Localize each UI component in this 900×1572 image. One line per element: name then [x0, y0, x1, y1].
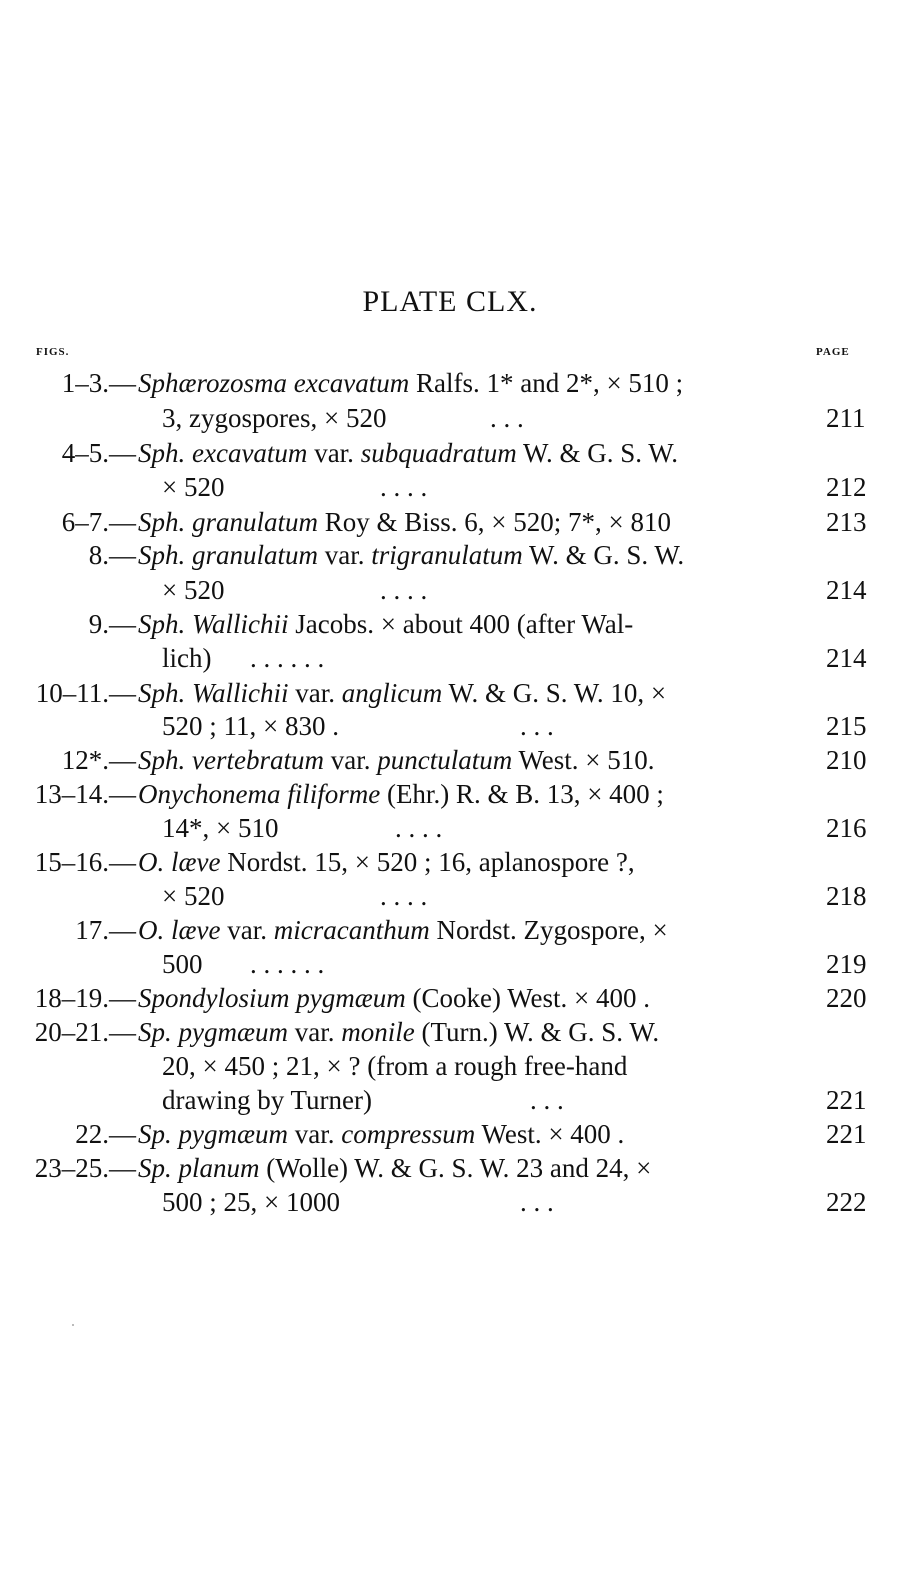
dot-leader: . . . . . .: [250, 949, 325, 979]
page-number: 219: [826, 949, 867, 979]
variety-name: trigranulatum: [371, 540, 523, 570]
species-name: Sph. granulatum: [138, 507, 319, 537]
variety-name: anglicum: [341, 678, 443, 708]
page-number: 221: [826, 1119, 867, 1149]
figure-number: 8.—: [88, 540, 136, 570]
entry-text: var.: [307, 438, 361, 468]
entry-text: var.: [288, 1119, 342, 1149]
species-name: Sp. pygmæum: [138, 1119, 288, 1149]
figure-number: 15–16.—: [34, 847, 136, 877]
species-name: Spondylosium pygmæum: [138, 983, 406, 1013]
entry-continuation: 520 ; 11, × 830 .: [162, 711, 339, 741]
entry-text: (Cooke) West. × 400 .: [405, 983, 651, 1013]
entry-text: Nordst. Zygospore, ×: [429, 915, 668, 945]
entry-text: Jacobs. × about 400 (after Wal-: [288, 609, 634, 639]
entry-continuation: 20, × 450 ; 21, × ? (from a rough free-hand: [162, 1051, 628, 1081]
species-name: Sph. vertebratum: [138, 745, 324, 775]
figure-number: 17.—: [75, 915, 136, 945]
entry-text: W. & G. S. W. 10, ×: [442, 678, 667, 708]
page-number: 220: [826, 983, 867, 1013]
dot-leader: . . .: [520, 711, 554, 741]
dot-leader: . . . .: [380, 575, 428, 605]
species-name: Onychonema filiforme: [138, 779, 381, 809]
entry-text: West. × 400 .: [475, 1119, 625, 1149]
entry-continuation: × 520: [162, 881, 225, 911]
variety-name: subquadratum: [360, 438, 517, 468]
figs-column-header: FIGS.: [36, 346, 70, 358]
entry-continuation: × 520: [162, 575, 225, 605]
page-number: 214: [826, 575, 867, 605]
entry-continuation: × 520: [162, 472, 225, 502]
figure-number: 4–5.—: [61, 438, 136, 468]
entry-text: (Ehr.) R. & B. 13, × 400 ;: [380, 779, 664, 809]
page-number: 210: [826, 745, 867, 775]
entry-continuation: 500: [162, 949, 203, 979]
dot-leader: . . . .: [395, 813, 443, 843]
species-name: Sph. Wallichii: [138, 609, 289, 639]
figure-number: 9.—: [88, 609, 136, 639]
species-name: Sph. Wallichii: [138, 678, 289, 708]
figure-number: 13–14.—: [34, 779, 136, 809]
page-number: 212: [826, 472, 867, 502]
figure-number: 12*.—: [61, 745, 136, 775]
dot-leader: . . .: [490, 403, 524, 433]
entry-text: var.: [318, 540, 372, 570]
dot-leader: . . . .: [380, 881, 428, 911]
figure-number: 23–25.—: [34, 1153, 136, 1183]
figure-number: 20–21.—: [34, 1017, 136, 1047]
species-name: Sp. planum: [138, 1153, 260, 1183]
entry-text: var.: [220, 915, 274, 945]
entry-text: Ralfs. 1* and 2*, × 510 ;: [409, 368, 684, 398]
figure-number: 18–19.—: [34, 983, 136, 1013]
page-column-header: PAGE: [816, 346, 850, 358]
entry-continuation: drawing by Turner): [162, 1085, 372, 1115]
dot-leader: . . .: [530, 1085, 564, 1115]
species-name: O. læve: [138, 915, 221, 945]
variety-name: monile: [341, 1017, 415, 1047]
page-number: 222: [826, 1187, 867, 1217]
species-name: O. læve: [138, 847, 221, 877]
entry-text: var.: [323, 745, 378, 775]
dot-leader: . . . . . .: [250, 643, 325, 673]
species-name: Sph. granulatum: [138, 540, 319, 570]
page-speck: [72, 1324, 74, 1326]
species-name: Sp. pygmæum: [138, 1017, 288, 1047]
entry-continuation: 500 ; 25, × 1000: [162, 1187, 340, 1217]
page-number: 221: [826, 1085, 867, 1115]
entry-text: Nordst. 15, × 520 ; 16, aplanospore ?,: [220, 847, 635, 877]
dot-leader: . . .: [520, 1187, 554, 1217]
entry-text: West. × 510.: [512, 745, 655, 775]
entry-text: var.: [288, 678, 342, 708]
figure-number: 10–11.—: [35, 678, 136, 708]
page-number: 215: [826, 711, 867, 741]
entry-text: W. & G. S. W.: [522, 540, 685, 570]
variety-name: micracanthum: [273, 915, 430, 945]
entry-text: Roy & Biss. 6, × 520; 7*, × 810: [318, 507, 672, 537]
page-number: 213: [826, 507, 867, 537]
dot-leader: . . . .: [380, 472, 428, 502]
figure-number: 6–7.—: [61, 507, 136, 537]
species-name: Sph. excavatum: [138, 438, 308, 468]
variety-name: compressum: [341, 1119, 476, 1149]
figure-number: 22.—: [75, 1119, 136, 1149]
entry-text: (Turn.) W. & G. S. W.: [414, 1017, 660, 1047]
entry-continuation: 14*, × 510: [162, 813, 279, 843]
entry-text: (Wolle) W. & G. S. W. 23 and 24, ×: [259, 1153, 652, 1183]
variety-name: punctulatum: [377, 745, 513, 775]
entry-continuation: lich): [162, 643, 212, 673]
page-number: 216: [826, 813, 867, 843]
page-number: 218: [826, 881, 867, 911]
entry-text: W. & G. S. W.: [516, 438, 679, 468]
plate-title: PLATE CLX.: [362, 285, 538, 318]
page-number: 211: [826, 403, 866, 433]
entry-text: var.: [288, 1017, 342, 1047]
entry-continuation: 3, zygospores, × 520: [162, 403, 387, 433]
figure-number: 1–3.—: [61, 368, 136, 398]
page-number: 214: [826, 643, 867, 673]
species-name: Sphærozosma excavatum: [138, 368, 410, 398]
